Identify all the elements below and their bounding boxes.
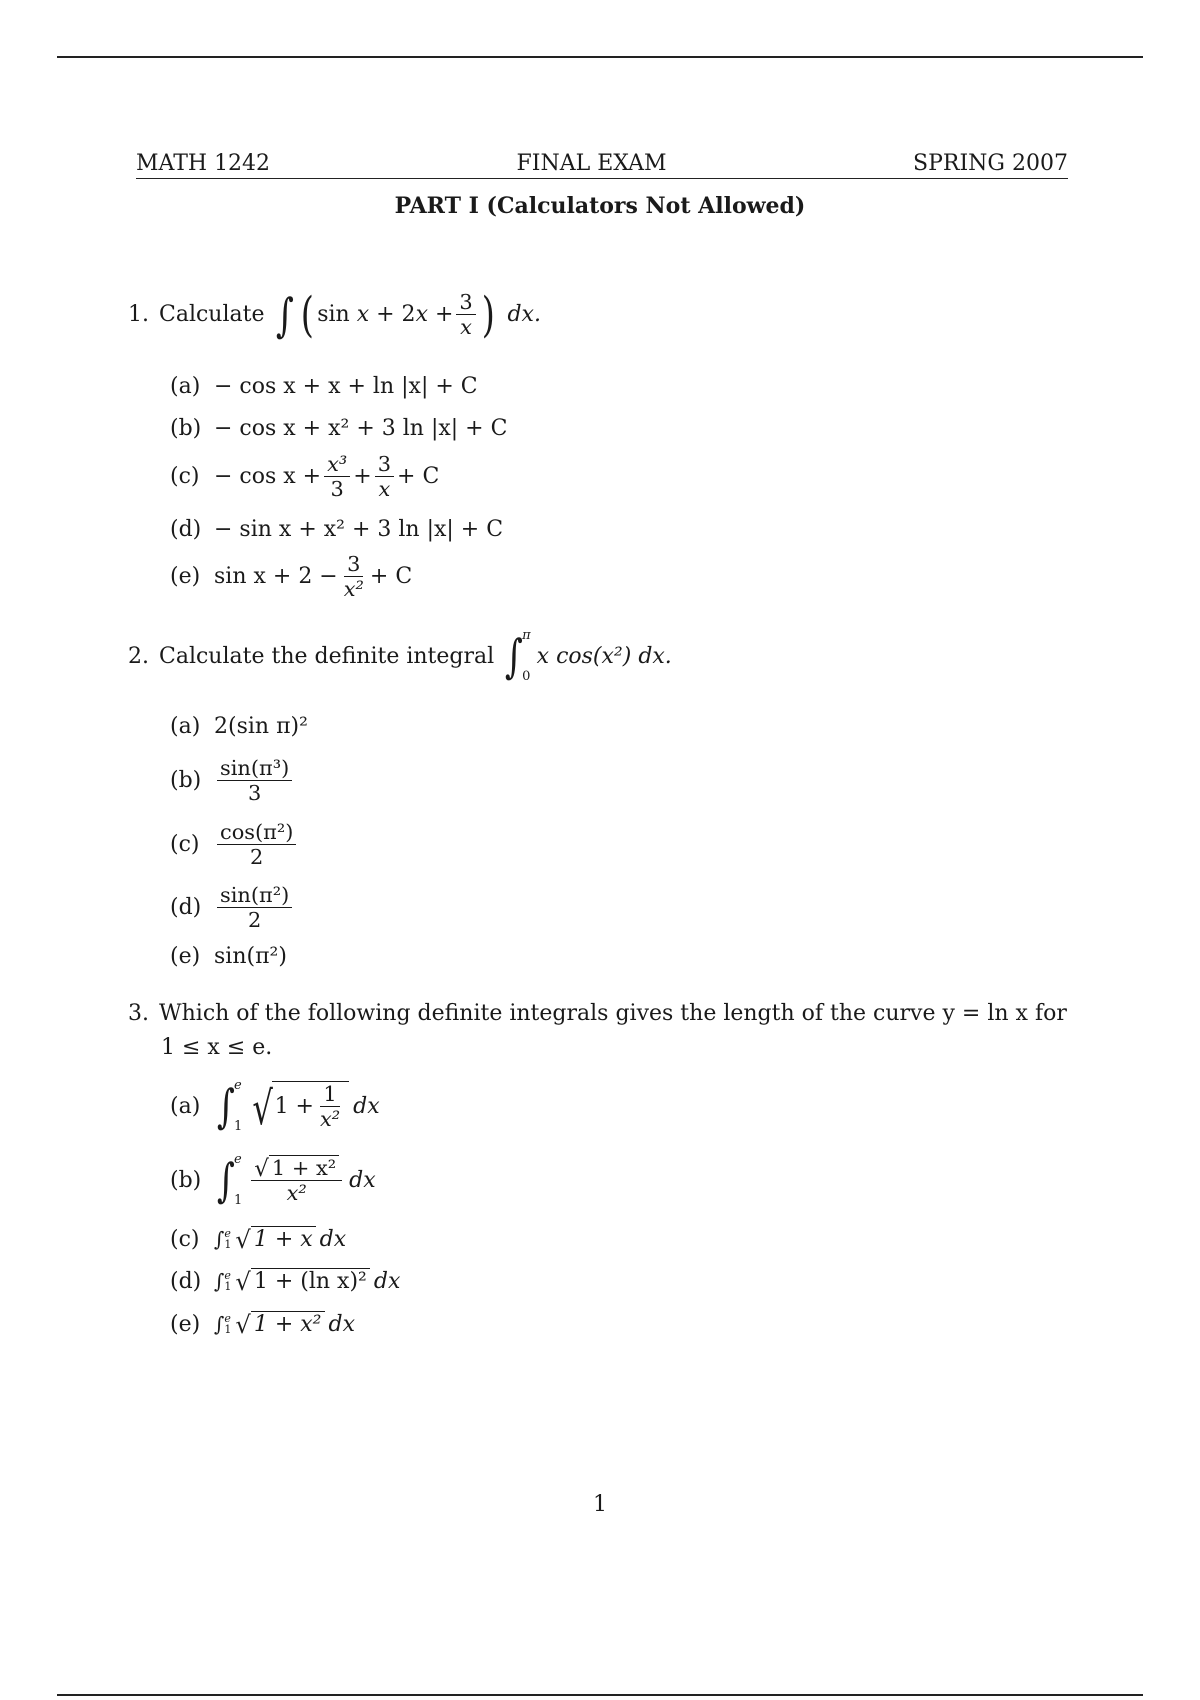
integral-sign: ∫ (505, 629, 524, 683)
q1-option-e: (e) sin x + 2 − $\frac{3}{\text{x²}}$ + C (170, 552, 413, 602)
question-prompt-cont: 1 ≤ x ≤ e. (161, 1035, 273, 1060)
integral-sign: ∫ (275, 287, 294, 342)
integrand: sin x + 2x + (317, 302, 454, 328)
q3-option-c: (c) ∫ e 1 √ 1 + x dx (170, 1225, 347, 1254)
question-number: 3. (128, 1001, 149, 1026)
integral-sign: ∫ (216, 1079, 235, 1133)
question-number: 2. (128, 643, 149, 669)
page-number: 1 (593, 1492, 607, 1517)
exam-title: FINAL EXAM (516, 151, 667, 176)
question-prompt: Calculate (159, 302, 265, 328)
square-root: √ 1 + $\frac{1}{\text{x²}}$ (248, 1081, 349, 1131)
bottom-rule (57, 1694, 1143, 1696)
q1-option-c: (c) − cos x + $\frac{\text{x³}}{3}$ + $\frac{3}{x}$ + C (170, 452, 440, 502)
part-title: PART I (Calculators Not Allowed) (394, 193, 806, 219)
q2-option-c: (c) $\frac{\text{cos(π²)}}{2}$ (170, 820, 299, 869)
differential: dx. (507, 302, 541, 328)
q3-option-a: (a) ∫ e 1 √ 1 + $\frac{1}{\text{x²}}$ dx (170, 1078, 380, 1136)
question-prompt: Which of the following definite integrals gives the length of the curve y = ln x for (159, 1001, 1067, 1026)
course-code: MATH 1242 (136, 151, 271, 176)
q1-option-d: (d) − sin x + x² + 3 ln |x| + C (170, 517, 504, 542)
question-3 (128, 997, 1068, 1065)
question-2 (128, 628, 672, 684)
q2-option-b: (b) $\frac{\text{sin(π³)}}{3}$ (170, 756, 295, 805)
fraction: $\frac{3}{x}$ (456, 290, 475, 339)
top-rule (57, 56, 1143, 58)
integral-limits: π 0 (522, 628, 531, 684)
left-paren: ( (301, 286, 315, 343)
right-paren: ) (481, 286, 495, 343)
question-1 (128, 286, 541, 343)
q3-option-b: (b) ∫ e 1 √ 1 + x² x² dx (170, 1152, 376, 1208)
exam-header (136, 148, 1068, 179)
exam-term: SPRING 2007 (913, 151, 1068, 176)
q2-option-a: (a) 2(sin π)² (170, 714, 308, 739)
integral-sign: ∫ (216, 1153, 235, 1207)
q2-option-d: (d) $\frac{\text{sin(π²)}}{2}$ (170, 883, 295, 932)
q2-option-e: (e) sin(π²) (170, 944, 287, 969)
q3-option-d: (d) ∫ e 1 √ 1 + (ln x)² dx (170, 1267, 401, 1296)
q1-option-b: (b) − cos x + x² + 3 ln |x| + C (170, 416, 508, 441)
question-prompt: Calculate the definite integral (159, 643, 495, 669)
fraction: √ 1 + x² x² (251, 1154, 342, 1205)
q1-option-a: (a) − cos x + x + ln |x| + C (170, 374, 478, 399)
q3-option-e: (e) ∫ e 1 √ 1 + x² dx (170, 1310, 355, 1339)
question-number: 1. (128, 302, 149, 328)
integrand: x cos(x²) dx. (536, 643, 672, 669)
